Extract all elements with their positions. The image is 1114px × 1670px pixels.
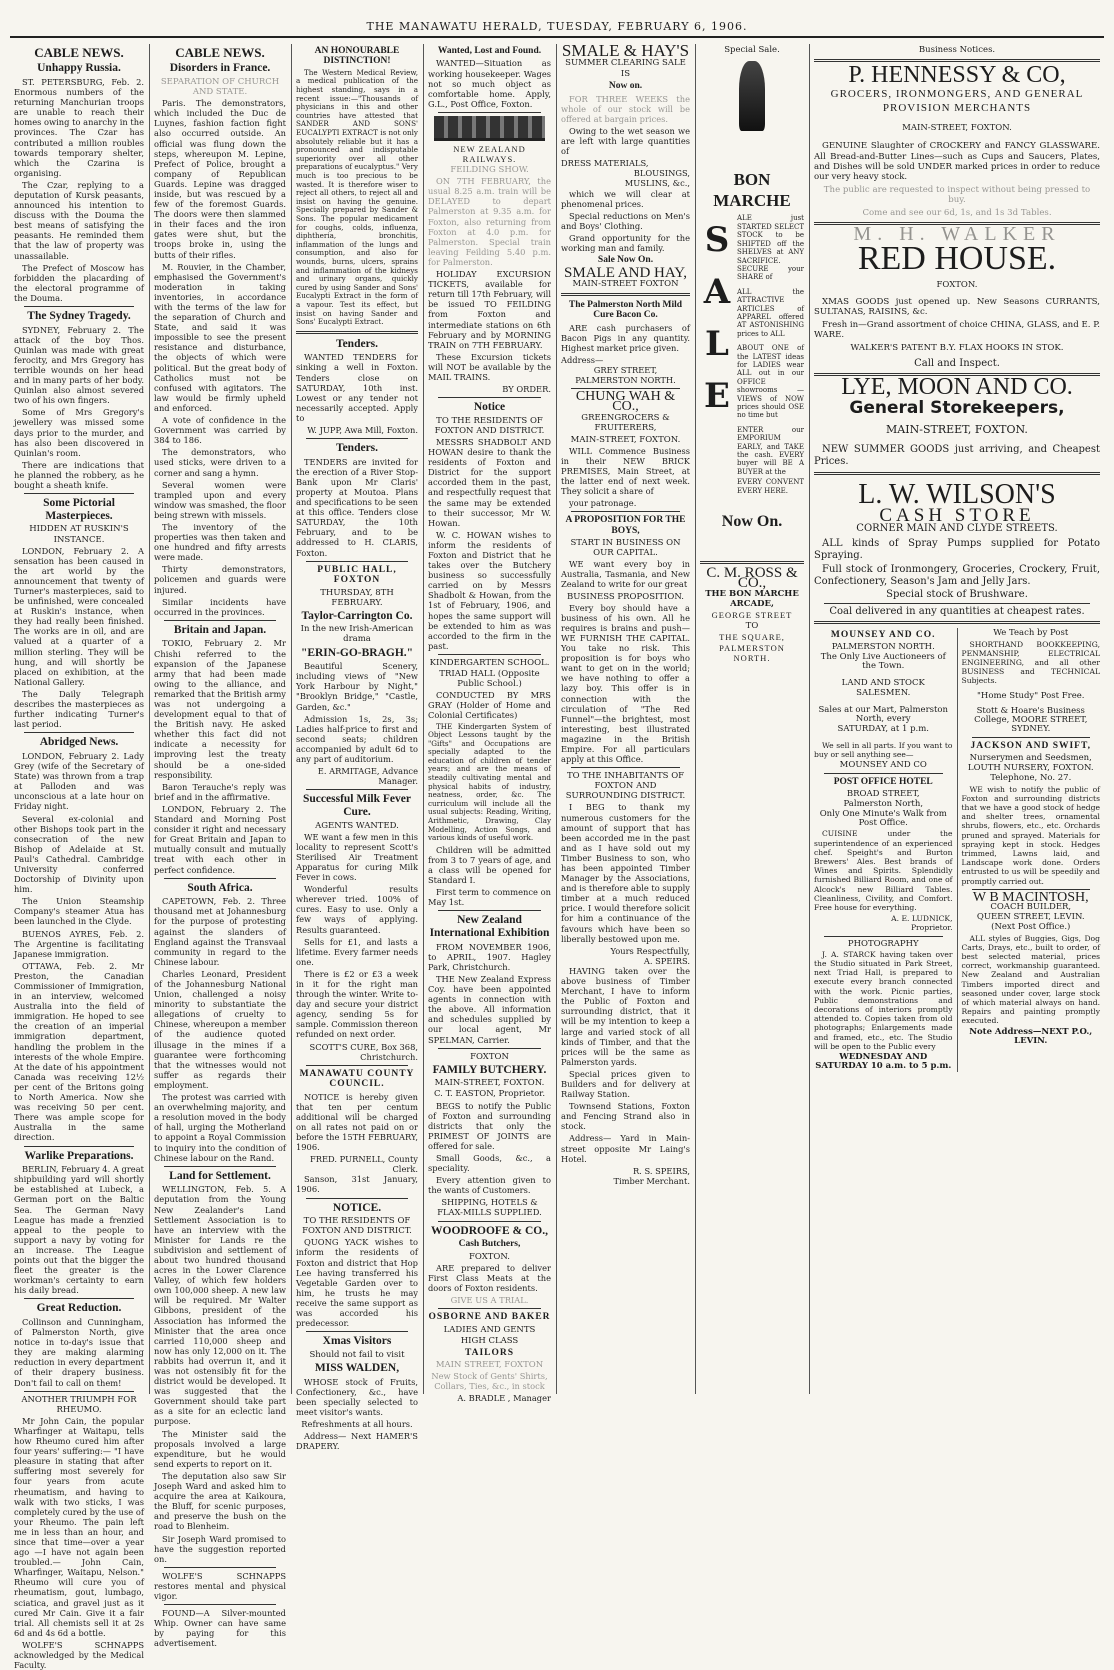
ad-subheading: FOXTON. bbox=[936, 280, 978, 291]
ad-paragraph: ENTER our EMPORIUM EARLY, and TAKE the cash. EVERY buyer will BE A BUYER at the bbox=[737, 425, 804, 476]
ad-heading: OSBORNE AND BAKER bbox=[428, 1312, 551, 1323]
ad-subheading: TO bbox=[745, 621, 759, 632]
divider bbox=[164, 1567, 276, 1568]
ad-heading: Now On. bbox=[721, 513, 783, 531]
ad-paragraph: Address— Next HAMER'S DRAPERY. bbox=[296, 1431, 418, 1452]
ad-paragraph: Refreshments at all hours. bbox=[301, 1418, 413, 1429]
column-4 bbox=[423, 44, 555, 1404]
article-paragraph: Paris. The demonstrators, which included the Duc de Luynes, fashion faction fight also occurred outside. An official was flung down the steps, whereupon M. Lepine, Prefect of Police, brought a company of Republican Guards. Lepine was dragged inside, but was rescued by a few of the foremost Guards. The doors were then slammed in their faces and the iron gates were shut, but the troops broke in, using the butts of their rifles. bbox=[154, 98, 286, 260]
article-paragraph: The Minister said the proposals involved a large expenditure, but he would send experts to report on it. bbox=[154, 1428, 286, 1469]
ad-subheading: WEDNESDAY AND SATURDAY 10 a.m. to 5 p.m. bbox=[815, 1052, 952, 1072]
ad-subheading: SUMMER CLEARING SALE bbox=[565, 58, 686, 69]
divider bbox=[700, 561, 804, 564]
divider bbox=[438, 910, 541, 911]
divider bbox=[438, 112, 541, 113]
article-paragraph: Sir Joseph Ward promised to have the suggestion reported on. bbox=[154, 1533, 286, 1564]
ad-subheading: PHOTOGRAPHY bbox=[847, 938, 919, 949]
ad-paragraph: ABOUT ONE of the LATEST ideas for LADIES wear ALL out in our OFFICE showrooms — VIEWS of NOW prices should OSE no time but bbox=[737, 344, 804, 420]
ad-paragraph: CONDUCTED BY MRS GRAY (Holder of Home and Colonial Certificates) bbox=[428, 690, 551, 721]
ad-signature: E. ARMITAGE, Advance Manager. bbox=[317, 766, 418, 787]
ad-subheading: LAND AND STOCK SALESMEN. bbox=[841, 678, 925, 698]
ad-paragraph: WE want every boy in Australia, Tasmania, and New Zealand to write for our great bbox=[561, 559, 690, 590]
ad-subheading: NEW ZEALAND RAILWAYS. bbox=[453, 143, 526, 164]
ad-heading: RED HOUSE. bbox=[857, 240, 1057, 278]
ad-heading: MISS WALDEN, bbox=[314, 1361, 400, 1374]
divider bbox=[438, 654, 541, 655]
ad-subheading: MAIN STREET, FOXTON bbox=[435, 1360, 544, 1371]
ad-paragraph: Admission 1s, 2s, 3s; Ladies half-price to first and second seats; children accompanied by adult 6d to any part of auditorium. bbox=[296, 713, 418, 765]
article-paragraph: CAPETOWN, Feb. 2. Three thousand met at Johannesburg for the purpose of protesting against the slanders of England against the Transvaal community in regard to the Chinese labour. bbox=[154, 896, 286, 967]
article-heading: Land for Settlement. bbox=[169, 1169, 271, 1182]
ad-subheading: Telephone, No. 27. bbox=[990, 773, 1072, 784]
ad-subheading: (Next Post Office.) bbox=[991, 922, 1071, 933]
ad-subheading: LOUTH NURSERY, FOXTON. bbox=[967, 763, 1094, 774]
section-heading: CABLE NEWS. bbox=[34, 45, 124, 60]
divider bbox=[24, 1146, 134, 1147]
ad-line: BLOUSINGS, bbox=[633, 168, 690, 179]
ad-heading: Sale Now On. bbox=[597, 255, 654, 266]
divider bbox=[24, 1391, 134, 1392]
ad-subheading: BROAD STREET, bbox=[846, 788, 920, 799]
article-paragraph: The inventory of the properties was then taken and one hundred and fifty arrests were made. bbox=[154, 521, 286, 563]
ad-paragraph: ARE prepared to deliver First Class Meats at the doors of Foxton residents. bbox=[428, 1262, 551, 1293]
ads-left bbox=[814, 628, 958, 1072]
ad-subheading: IS bbox=[620, 69, 631, 80]
ad-heading: NOTICE. bbox=[332, 1201, 382, 1214]
ad-heading: M. H. WALKER bbox=[853, 223, 1061, 246]
divider bbox=[164, 620, 276, 621]
ad-paragraph: NOTICE is hereby given that ten per centum additional will be charged on all rates not paid on or before the 15TH FEBRUARY, 1906. bbox=[296, 1091, 418, 1153]
ad-heading: Xmas Visitors bbox=[322, 1335, 392, 1348]
ad-paragraph: which we will clear at phenomenal prices. bbox=[561, 188, 690, 209]
ad-paragraph: J. A. STARCK having taken over the Studio situated in Park Street, next Triad Hall, is prepared to execute every branch connected with the work. Picnic parties, Public demonstrations and decorations of interiors promptly attended to. Copies taken from old photographs; Enlargements made and framed, etc., etc. The Studio will be open to the Public every bbox=[814, 949, 953, 1051]
ad-subheading: Nurserymen and Seedsmen, bbox=[969, 752, 1092, 763]
article-paragraph: Some of Mrs Gregory's jewellery was missed some days prior to the murder, and has also been discovered in Quinlan's room. bbox=[14, 407, 144, 458]
ad-line: MUSLINS, &c., bbox=[624, 178, 690, 189]
ad-subheading: SATURDAY, at 1 p.m. bbox=[837, 724, 929, 735]
ad-subheading: Special Sale. bbox=[724, 45, 780, 55]
ad-paragraph: Sanson, 31st January, 1906. bbox=[296, 1174, 418, 1195]
article-heading: Some Pictorial Masterpieces. bbox=[43, 497, 115, 522]
divider bbox=[24, 732, 134, 733]
locomotive-icon bbox=[434, 116, 545, 141]
masthead-rule bbox=[10, 36, 1104, 38]
ad-subheading: PALMERSTON NORTH. bbox=[719, 643, 785, 664]
article-paragraph: Similar incidents have occurred in the provinces. bbox=[154, 596, 286, 617]
ad-paragraph: THE Kindergarten System of Object Lessons taught by the "Gifts" and Occupations are specially adapted to the education of children of tender years; and are the means of steadily cultivating mental and physical habits of industry, neatness, order, &c. The curriculum will include all the usual subjects: Reading, Writing, Arithmetic, Drawing, Clay Modelling, Action Songs, and various kinds of useful work. bbox=[428, 721, 551, 843]
ad-subheading: PALMERSTON NORTH. bbox=[831, 641, 935, 652]
article-paragraph: Charles Leonard, President of the Johannesburg National Union, challenged a noisy minority to substantiate the allegations of cruelty to Chinese, whereupon a member of the audience quoted illusage in the mines if a guarantee were forthcoming that the witnesses would not suffer as regards their employment. bbox=[154, 968, 286, 1090]
article-paragraph: The Union Steamship Company's steamer Atua has been launched in the Clyde. bbox=[14, 896, 144, 927]
article-paragraph: Several women were trampled upon and every window was smashed, the floor being strewn with missels. bbox=[154, 479, 286, 520]
ad-paragraph: First term to commence on May 1st. bbox=[428, 887, 551, 908]
article-paragraph: OTTAWA, Feb. 2. Mr Preston, the Canadian Commissioner of Immigration, in an interview, welcomed Australia into the field of immigration. He hoped to see the creation of an imperial immigration department, handling the problem in the interests of the whole Empire. At the date of his appointment Canada was receiving 12½ per cent of the Britons going to North America. Now she was receiving 50 per cent. There was ample scope for Australia in the same direction. bbox=[14, 960, 144, 1143]
ad-signature: Timber Merchant. bbox=[613, 1175, 690, 1186]
ad-heading: New Zealand International Exhibition bbox=[429, 914, 550, 940]
ad-signature: W. JUPP, Awa Mill, Foxton. bbox=[307, 424, 418, 435]
ad-paragraph: NEW SUMMER GOODS just arriving, and Cheapest Prices. bbox=[814, 443, 1100, 467]
ad-paragraph: THE New Zealand Express Coy. have been appointed agents in connection with the above. All information and schedules supplied by our local agent, Mr SPELMAN, Carrier. bbox=[428, 973, 551, 1045]
ad-signature: FRED. PURNELL, County Clerk. bbox=[309, 1154, 418, 1175]
divider bbox=[164, 1604, 276, 1605]
article-paragraph: The deputation also saw Sir Joseph Ward and asked him to acquire the area at Kaikoura, the Bluff, for scenic purposes, and preserve the bush on the road to Blenheim. bbox=[154, 1470, 286, 1532]
ad-paragraph: HOLIDAY EXCURSION TICKETS, available for return till 17th February, will be issued TO FEILDING from Foxton and intermediate stations on 6th February and by MORNING TRAIN on 7TH FEBRUARY. bbox=[428, 269, 551, 350]
ad-paragraph: MESSRS SHADBOLT AND HOWAN desire to thank the residents of Foxton and District for the support accorded them in the past, and respectfully request that the same may be extended to their successor, Mr W. Howan. bbox=[428, 436, 551, 528]
ad-heading: MARCHE bbox=[713, 190, 791, 210]
ad-paragraph: Special stock of Brushware. bbox=[886, 588, 1028, 600]
ad-heading: P. HENNESSY & CO, bbox=[848, 62, 1066, 89]
ad-paragraph: GIVE US A TRIAL. bbox=[450, 1295, 529, 1306]
acrostic-letters: S A L E bbox=[703, 220, 731, 417]
ad-paragraph: GENUINE Slaughter of CROCKERY and FANCY GLASSWARE. All Bread-and-Butter Lines—such as Cups and Saucers, Plates, and Dishes will be sold UNDER marked prices in order to reduce our very heavy stock. bbox=[814, 141, 1100, 183]
ad-subheading: Palmerston North, bbox=[843, 798, 924, 809]
article-heading: Disorders in France. bbox=[169, 62, 271, 75]
ad-paragraph: Townsend Stations, Foxton and Fencing Strand also in stock. bbox=[561, 1101, 690, 1132]
column-6 bbox=[695, 44, 808, 1394]
divider bbox=[306, 561, 408, 562]
ad-heading: SMALE & HAY'S bbox=[561, 41, 690, 60]
divider bbox=[438, 1221, 541, 1222]
ad-subheading: HIGH CLASS bbox=[460, 1335, 519, 1346]
ad-paragraph: Wonderful results wherever tried. 100% of cures. Easy to use. Only a few ways of applying. Results guaranteed. bbox=[296, 884, 418, 935]
column-2 bbox=[149, 44, 290, 1649]
article-heading: Warlike Preparations. bbox=[24, 1149, 134, 1162]
ad-subheading: TRIAD HALL (Opposite Public School.) bbox=[439, 669, 540, 690]
ad-heading: Wanted, Lost and Found. bbox=[437, 46, 542, 56]
ad-paragraph: Beautiful Scenery, including views of "New York Harbour by Night," "Brooklyn Bridge," "Castle, Garden, &c." bbox=[296, 661, 418, 712]
ad-signature: Yours Respectfully, bbox=[610, 945, 690, 956]
ad-line: GREY STREET, bbox=[593, 365, 658, 375]
divider bbox=[438, 397, 541, 398]
ad-paragraph: Every attention given to the wants of Customers. bbox=[428, 1175, 551, 1196]
ad-subheading: C. T. EASTON, Proprietor. bbox=[433, 1089, 546, 1100]
article-heading: Great Reduction. bbox=[36, 1302, 122, 1315]
ad-paragraph: WE wish to notify the public of Foxton and surrounding districts that we have a good stock of hedge and shelter trees, ornamental shrubs, flowers, etc., etc. Orchards pruned and sprayed. Materials for spraying kept in stock. Hedges trimmed, Lawns laid, and Landscape work done. Orders entrusted to us will be speedily and promptly carried out. bbox=[961, 784, 1100, 886]
ad-subheading: GROCERS, IRONMONGERS, AND GENERAL PROVISION MERCHANTS bbox=[830, 87, 1084, 114]
ad-paragraph: Sells for £1, and lasts a lifetime. Every farmer needs one. bbox=[296, 936, 418, 967]
ad-heading: JACKSON AND SWIFT, bbox=[970, 741, 1091, 752]
ad-heading: A PROPOSITION FOR THE BOYS, bbox=[565, 515, 686, 536]
acrostic-text bbox=[737, 214, 804, 497]
ad-paragraph: QUONG YACK wishes to inform the residents of Foxton and district that Hop Lee having transferred his Vegetable Garden over to him, he trusts he may receive the same support as was accorded his predecessor. bbox=[296, 1237, 418, 1329]
divider bbox=[164, 1166, 276, 1167]
ad-paragraph: WALKER'S PATENT B.Y. FLAX HOOKS IN STOK. bbox=[850, 342, 1064, 353]
ad-heading: "ERIN-GO-BRAGH." bbox=[300, 646, 414, 659]
ads-right bbox=[962, 628, 1101, 1072]
ad-heading: Notice bbox=[473, 401, 506, 414]
ad-subheading: Only One Minute's Walk from Post Office. bbox=[819, 808, 947, 829]
ad-subheading: MAIN-STREET, FOXTON. bbox=[570, 434, 681, 445]
article-paragraph: LONDON, February 2. The Standard and Morning Post consider it right and necessary for Great Britain and Japan to mutually consult and mutually treat with each other in perfect confidence. bbox=[154, 803, 286, 875]
article-paragraph: The Daily Telegraph describes the masterpieces as further indicating Turner's last period. bbox=[14, 688, 144, 730]
ad-subheading: Sales at our Mart, Palmerston North, every bbox=[818, 704, 949, 725]
article-paragraph: SYDNEY, February 2. The attack of the boy Thos. Quinlan was made with great ferocity, and Mrs Gregory has terrible wounds on her head and in many parts of her body. Quinlan also almost severed two of his own fingers. bbox=[14, 324, 144, 406]
divider bbox=[571, 767, 680, 768]
divider bbox=[306, 438, 408, 439]
ad-subheading: BUSINESS PROPOSITION. bbox=[567, 591, 684, 602]
ad-paragraph: Address— Yard in Main-street opposite Mr Laing's Hotel. bbox=[561, 1133, 690, 1164]
divider bbox=[24, 306, 134, 307]
ad-paragraph: XMAS GOODS just opened up. New Seasons CURRANTS, SULTANAS, RAISINS, &c. bbox=[814, 296, 1100, 318]
ad-paragraph: Fresh in—Grand assortment of choice CHINA, GLASS, and E. P. WARE. bbox=[814, 319, 1100, 341]
ad-paragraph: ALL the ATTRACTIVE ARTICLES of APPAREL offered AT ASTONISHING prices to ALL bbox=[737, 287, 804, 338]
ad-heading: TAILORS bbox=[464, 1347, 515, 1358]
ad-paragraph: SHIPPING, HOTELS & FLAX-MILLS SUPPLIED. bbox=[437, 1197, 542, 1218]
divider bbox=[306, 1198, 408, 1199]
ad-subheading: AGENTS WANTED. bbox=[315, 820, 399, 831]
article-heading: Abridged News. bbox=[39, 736, 119, 749]
ad-line: Address— bbox=[561, 354, 604, 365]
ad-subheading: THURSDAY, 8TH FEBRUARY. bbox=[320, 587, 394, 608]
ad-subheading: GEORGE STREET bbox=[711, 610, 793, 621]
divider bbox=[824, 773, 943, 774]
ad-paragraph: Grand opportunity for the working man and family. bbox=[561, 232, 690, 254]
article-paragraph: Baron Terauche's reply was brief and in the affirmative. bbox=[154, 781, 286, 802]
ad-heading: SMALE AND HAY, bbox=[564, 264, 687, 281]
article-paragraph: A vote of confidence in the Government was carried by 384 to 186. bbox=[154, 415, 286, 446]
ad-paragraph: We sell in all parts. If you want to buy or sell anything see— bbox=[814, 740, 953, 759]
ad-heading: C. M. ROSS & CO., bbox=[706, 564, 798, 591]
ad-subheading: Note Address—NEXT P.O., LEVIN. bbox=[969, 1026, 1093, 1046]
article-paragraph: ST. PETERSBURG, Feb. 2. Enormous numbers of the returning Manchurian troops are unable to reach their homes owing to anarchy in the provinces. The Czar has contributed a million roubles towards temporary shelter, which the Czarina is organising. bbox=[14, 76, 144, 178]
article-paragraph: The demonstrators, who used sticks, were driven to a corner and sang a hymn. bbox=[154, 447, 286, 478]
divider bbox=[814, 472, 1100, 475]
ad-subheading: "Home Study" Post Free. bbox=[977, 690, 1085, 701]
article-paragraph: M. Rouvier, in the Chamber, emphasised the Government's moderation in taking inventories, in accordance with the terms of the law for the separation of Church and State, and said it was impossible to see the present resistance and disturbance, the objects of which were political. But the great body of Catholics must not be confused with agitators. The law would be firmly upheld and enforced. bbox=[154, 261, 286, 413]
ad-subheading: LADIES AND GENTS bbox=[443, 1324, 536, 1335]
ad-heading: WOODROOFE & CO., bbox=[431, 1224, 548, 1237]
ad-paragraph: Full stock of Ironmongery, Groceries, Crockery, Fruit, Confectionery, Season's Jam and Jelly Jars. bbox=[814, 563, 1100, 587]
section-heading: Business Notices. bbox=[918, 45, 996, 55]
divider bbox=[972, 737, 1091, 738]
article-heading: The Sydney Tragedy. bbox=[27, 310, 131, 322]
ad-subheading: MAIN-STREET, FOXTON. bbox=[434, 1078, 545, 1089]
ad-subheading: We Teach by Post bbox=[993, 628, 1069, 639]
ad-paragraph: W. C. HOWAN wishes to inform the residents of Foxton and District that he takes over the Butchery business so successfully carried on by Messrs Shadbolt & Howan, from the 1st of February, 1906, and hopes the same support will be extended to him as was accorded to the firm in the past. bbox=[428, 529, 551, 651]
ad-paragraph: FOR THREE WEEKS the whole of our stock will be offered at bargain prices. bbox=[561, 93, 690, 124]
ad-paragraph: ON 7TH FEBRUARY, the usual 8.25 a.m. train will be DELAYED to depart Palmerston at 9.35 a.m. for Foxton, also returning from Foxton at 4.0 p.m. for Palmerston. Special train leaving Feilding 5.40 p.m. for Palmerston. bbox=[428, 176, 551, 267]
divider bbox=[164, 878, 276, 879]
ad-line: DRESS MATERIALS, bbox=[561, 158, 649, 169]
ad-paragraph: your patronage. bbox=[569, 498, 637, 509]
article-paragraph: The protest was carried with an overwhelming majority, and a resolution moved in the body of hall, urging the Motherland to appoint a Royal Commission to inquiry into the condition of Chinese labour on the Rand. bbox=[154, 1092, 286, 1163]
pointing-hand-icon bbox=[739, 61, 765, 131]
ad-subheading: TO THE INHABITANTS OF FOXTON AND SURROUNDING DISTRICT. bbox=[565, 771, 686, 802]
ad-paragraph: These Excursion tickets will NOT be available by the MAIL TRAINS. bbox=[428, 351, 551, 382]
ad-heading: AN HONOURABLE DISTINCTION! bbox=[314, 46, 400, 67]
ad-paragraph: WE want a few men in this locality to represent Scott's Sterilised Air Treatment Apparatus for curing Milk Fever in cows. bbox=[296, 831, 418, 883]
ad-paragraph: Small Goods, &c., a speciality. bbox=[428, 1153, 551, 1174]
ad-line: PALMERSTON NORTH. bbox=[575, 375, 676, 386]
ad-signature: A. SPEIRS. bbox=[643, 955, 690, 966]
ad-heading: BON bbox=[733, 170, 771, 190]
ad-paragraph: New Stock of Gents' Shirts, Collars, Ties, &c., in stock bbox=[431, 1371, 548, 1392]
ad-signature: A. BRADLE , Manager bbox=[457, 1393, 551, 1404]
sale-acrostic bbox=[700, 214, 804, 497]
ad-paragraph: Coal delivered in any quantities at cheapest rates. bbox=[829, 606, 1085, 618]
notice-paragraph: WOLFE'S SCHNAPPS restores mental and physical vigor. bbox=[154, 1570, 286, 1601]
ad-signature: R. S. SPEIRS, bbox=[632, 1165, 690, 1176]
ad-heading: L. W. WILSON'S bbox=[858, 478, 1056, 510]
divider bbox=[824, 603, 1090, 604]
notice-paragraph: FOUND—A Silver-mounted Whip. Owner can have same by paying for this advertisement. bbox=[154, 1608, 286, 1649]
ad-subheading: In the new Irish-American drama bbox=[300, 624, 414, 645]
divider bbox=[571, 511, 680, 512]
ad-heading: Successful Milk Fever Cure. bbox=[303, 793, 411, 818]
ad-subheading: FOXTON bbox=[470, 1051, 509, 1062]
ad-paragraph: I BEG to thank my numerous customers for the amount of support that has been accorded me in the past and as I have sold out my Timber Business to son, who has been appointed Timber Manager by the Associations, and is therefore able to supply timber at a much reduced price. I would therefore solicit for him a continuance of the favours which have been so liberally bestowed upon me. bbox=[561, 802, 690, 944]
section-heading: CABLE NEWS. bbox=[175, 45, 265, 60]
ad-heading: PUBLIC HALL, FOXTON bbox=[317, 564, 397, 586]
ad-subheading: COACH BUILDER, bbox=[990, 901, 1072, 912]
divider bbox=[24, 493, 134, 494]
ad-heading: FAMILY BUTCHERY. bbox=[432, 1063, 547, 1076]
divider bbox=[561, 293, 690, 296]
ad-paragraph: CUISINE under the superintendence of an experienced chef. Speight's and Burton Brewers' Ales. Best brands of Wines and Spirits. Splendidly furnished Billiard Room, and one of Alcock's new Billiard Tables. Cleanliness, Civility, and Comfort. Free house for everything. bbox=[814, 829, 953, 912]
ad-paragraph: Come and see our 6d, 1s, and 1s 3d Tables. bbox=[862, 207, 1052, 218]
ad-subheading: CORNER MAIN AND CLYDE STREETS. bbox=[856, 523, 1058, 535]
ad-paragraph: The Western Medical Review, a medical publication of the highest standing, says in a recent issue:—"Thousands of physicians in this and other countries have attested that SANDER AND SONS' EUCALYPTI EXTRACT is not only absolutely reliable but it has a pronounced and indisputable superiority over all other preparations of eucalyptus." Very much is too precious to be wasted. It is therefore wiser to reject all others, to reject all and insist on having the genuine. Specially prepared by Sander & Sons. The popular medicament for coughs, colds, influenza, diphtheria, bronchitis, inflammation of the lungs and consumption, and also for wounds, burns, ulcers, sprains and inflammation of the kidneys and urinary organs, quickly cured by using Sander and Sons' Eucalypti Extract in the form of a vapour. Test its effect, but insist on having Sander and Sons' Eucalypti Extract. bbox=[296, 67, 418, 327]
ad-paragraph: Every boy should have a business of his own. All he requires is brains and push—WE FURNISH THE CAPITAL. You take no risk. This proposition is for boys who want to get on in the world; we have nothing to offer a lazy boy. This offer is in connection with the circulation of "The Red Funnel"—the brightest, most interesting, best illustrated magazine in the British Empire. For all particulars apply at this Office. bbox=[561, 602, 690, 765]
ad-paragraph: SHORTHAND BOOKKEEPING, PENMANSHIP, ELECTRICAL ENGINEERING, and all other BUSINESS and TECHNICAL Subjects. bbox=[961, 639, 1100, 686]
ad-paragraph: ALL styles of Buggies, Gigs, Dog Carts, Drays, etc., built to order, of best selected material, prices correct, workmanship guaranteed. New Zealand and Australian Timbers imported direct and seasoned under cover, large stock of which material always on hand. Repairs and painting promptly executed. bbox=[961, 933, 1100, 1026]
column-7 bbox=[809, 44, 1104, 1394]
ad-signature: Proprietor. bbox=[910, 923, 953, 933]
ad-paragraph: WILL Commence Business in their NEW BRICK PREMISES, Main Street, at the latter end of next week. They solicit a share of bbox=[561, 445, 690, 497]
article-paragraph: Collinson and Cunningham, of Palmerston North, give notice in to-day's issue that they are making alarming reduction in every department of their drapery business. Don't fail to call on them! bbox=[14, 1317, 144, 1388]
article-paragraph: Thirty demonstrators, policemen and guards were injured. bbox=[154, 564, 286, 595]
article-paragraph: TOKIO, February 2. Mr Chishi referred to the expansion of the Japanese army that had been made owing to the alliance, and remarked that the British army was not undergoing a development equal to that of the British navy. He asked whether this fact did not indicate a necessity for improving lest the treaty should be a one-sided responsibility. bbox=[154, 638, 286, 780]
column-3 bbox=[291, 44, 422, 1452]
article-paragraph: BERLIN, February 4. A great shipbuilding yard will shortly be established at Lubeck, a German port on the Baltic Sea. The German Navy League has made a frenzied appeal to the people to support a navy by voting for an increase. The League points out that the bigger the fleet the greater is the workman's certainty to earn his daily bread. bbox=[14, 1164, 144, 1296]
ad-paragraph: ALL kinds of Spray Pumps supplied for Potato Spraying. bbox=[814, 537, 1100, 561]
ad-subheading: THE BON MARCHE ARCADE, bbox=[705, 588, 799, 609]
ad-heading: LYE, MOON AND CO. bbox=[841, 374, 1073, 401]
ad-subheading: The Only Live Auctioneers of the Town. bbox=[820, 652, 946, 672]
article-paragraph: WOLFE'S SCHNAPPS acknowledged by the Medical Faculty. bbox=[14, 1639, 144, 1670]
ad-heading: POST OFFICE HOTEL bbox=[833, 777, 933, 788]
divider bbox=[438, 1048, 541, 1049]
ad-paragraph: WANTED—Situation as working housekeeper. Wages not so much object as comfortable home. Apply, G.L., Post Office, Foxton. bbox=[428, 58, 551, 109]
ad-heading: Tenders. bbox=[335, 337, 379, 350]
ad-paragraph: TENDERS are invited for the erection of a River Stop-Bank upon Mr Claris' property at Moutoa. Plans and specifications to be seen at this office. Tenders close SATURDAY, the 10th February, and to be addressed to H. CLARIS, Foxton. bbox=[296, 456, 418, 558]
article-paragraph: LONDON, February 2. Lady Grey (wife of the Secretary of State) was thrown from a trap at Palloden and was unconscious at a late hour on Friday night. bbox=[14, 750, 144, 812]
ad-subheading: Should not fail to visit bbox=[309, 1349, 405, 1360]
masthead-title: THE MANAWATU HERALD, TUESDAY, FEBRUARY 6, 1906. bbox=[366, 20, 748, 33]
ad-subheading: GREENGROCERS & FRUITERERS, bbox=[581, 413, 670, 434]
two-column-ads bbox=[814, 628, 1100, 1072]
ad-paragraph: FROM NOVEMBER 1906, to APRIL, 1907. Hagley Park, Christchurch. bbox=[428, 941, 551, 972]
ad-paragraph: BEGS to notify the Public of Foxton and surrounding districts that only the PRIMEST OF JOINTS are offered for sale. bbox=[428, 1100, 551, 1151]
column-5 bbox=[556, 41, 694, 1394]
article-paragraph: LONDON, February 2. A sensation has been caused in the art world by the announcement that twenty of Turner's masterpieces, said to be unfinished, were concealed at Ruskin's instance, when they had really been finished. The works are in oil, and are valued at a quarter of a million sterling. They will be hung, and will shortly be placed on exhibition, at the National Gallery. bbox=[14, 545, 144, 687]
divider bbox=[296, 331, 418, 334]
divider bbox=[814, 621, 1100, 624]
ad-heading: Cash Butchers, bbox=[458, 1239, 521, 1250]
divider bbox=[306, 1065, 408, 1066]
article-paragraph: The Czar, replying to a deputation of Kursk peasants, announced his intention to discuss with the Douma the best means of satisfying the peasants. He reminded them that the law of property was unassailable. bbox=[14, 179, 144, 261]
article-paragraph: Mr John Cain, the popular Wharfinger at Waitapu, tells how Rheumo cured him after four years' suffering:— "I have pleasure in stating that after suffering most severely for four years from acute rheumatism, and having to walk with two sticks, I was completely cured by the use of your Rheumo. The pain left me in less than an hour, and since that time—over a year ago —I have not again been troubled.— John Cain, Wharfinger, Waitapu, Nelson." Rheumo will cure you of rheumatism, gout, lumbago, sciatica, and gravel just as it cured Mr Cain. Give it a fair trial. All chemists sell it at 2s 6d and 4s 6d a bottle. bbox=[14, 1415, 144, 1638]
ad-heading: Tenders. bbox=[335, 442, 379, 455]
article-paragraph: Several ex-colonial and other Bishops took part in the consecration of the new Bishop of Adelaide at St. Paul's Cathedral. Cambridge University conferred Doctorship of Divinity upon him. bbox=[14, 813, 144, 895]
ad-paragraph: Special reductions on Men's and Boys' Clothing. bbox=[561, 210, 690, 231]
masthead bbox=[0, 0, 1114, 40]
ad-subheading: FOXTON. bbox=[468, 1251, 510, 1262]
article-paragraph: WELLINGTON, Feb. 5. A deputation from the Young New Zealander's Land Settlement Association is to have an interview with the Minister for Lands re the subdivision and settlement of about two hundred thousand acres in the Lower Clarence Valley, of which few holders own 100,000 sheep. A new law will be required. Mr Walter Gibbons, president of the Association has informed the Minister that the area once carried 110,000 sheep and now has only 12,000 on it. The rabbits had overrun it, and it was not ostensibly fit for the district would be developed. It was suggested that the Government should take part as a site for an eclectic land purpose. bbox=[154, 1184, 286, 1427]
ad-paragraph: Special prices given to Builders and for delivery at Railway Station. bbox=[561, 1068, 690, 1100]
article-subheading: HIDDEN AT RUSKIN'S INSTANCE. bbox=[29, 524, 129, 545]
ad-paragraph: There is £2 or £3 a week in it for the right man through the winter. Write to-day and secure your district agency, sending 5s for sample. Commission thereon refunded on next order. bbox=[296, 968, 418, 1040]
ad-subheading: MAIN-STREET, FOXTON. bbox=[886, 423, 1028, 437]
ad-subheading: TO THE RESIDENTS OF FOXTON AND DISTRICT. bbox=[434, 415, 545, 436]
article-heading: Unhappy Russia. bbox=[37, 62, 121, 75]
ad-heading: W B MACINTOSH, bbox=[972, 889, 1089, 905]
ad-heading: Taylor-Carrington Co. bbox=[301, 609, 413, 622]
divider bbox=[306, 789, 408, 790]
ad-paragraph: Call and Inspect. bbox=[914, 357, 1000, 369]
ad-subheading: KINDERGARTEN SCHOOL. bbox=[429, 657, 550, 668]
article-subheading: SEPARATION OF CHURCH AND STATE. bbox=[160, 76, 280, 98]
ad-heading: General Storekeepers, bbox=[849, 397, 1065, 418]
ad-subheading: MAIN-STREET FOXTON bbox=[572, 278, 679, 289]
divider bbox=[24, 1298, 134, 1299]
ad-subheading: START IN BUSINESS ON OUR CAPITAL. bbox=[570, 538, 681, 559]
ad-heading: MANAWATU COUNTY COUNCIL. bbox=[299, 1068, 415, 1090]
ad-subheading: FEILDING SHOW. bbox=[450, 165, 529, 176]
ad-signature: A. E. LUDNICK, bbox=[891, 914, 953, 924]
ad-paragraph: WHOSE stock of Fruits, Confectionery, &c., have been specially selected to meet visitor's wants. bbox=[296, 1376, 418, 1417]
ad-paragraph: EVERY CONVENT EVERY HERE. bbox=[737, 478, 804, 495]
article-subheading: ANOTHER TRIUMPH FOR RHEUMO. bbox=[21, 1394, 137, 1415]
ad-paragraph: WANTED TENDERS for sinking a well in Foxton. Tenders close on SATURDAY, 10th inst. Lowest or any tender not necessarily accepted. Apply to bbox=[296, 352, 418, 423]
ad-subheading: Stott & Hoare's Business College, MOORE STREET, SYDNEY. bbox=[974, 705, 1088, 735]
article-paragraph: There are indications that he planned the robbery, as he bought a sheath knife. bbox=[14, 459, 144, 491]
ad-heading: CHUNG WAH & CO., bbox=[575, 389, 676, 415]
column-1 bbox=[10, 44, 148, 1670]
ad-signature: SCOTT'S CURE, Box 368, Christchurch. bbox=[309, 1041, 418, 1062]
ad-paragraph: The public are requested to inspect without being pressed to buy. bbox=[823, 184, 1091, 206]
ad-paragraph: ALE just STARTED SELECT STOCK to be SHIFTED off the SHELVES at ANY SACRIFICE. SECURE your SHARE of bbox=[737, 214, 804, 282]
ad-heading: MOUNSEY AND CO. bbox=[830, 630, 936, 641]
ad-heading: CASH STORE bbox=[879, 504, 1035, 526]
ad-heading: The Palmerston North Mild Cure Bacon Co. bbox=[568, 299, 683, 321]
article-heading: South Africa. bbox=[187, 881, 253, 894]
divider bbox=[824, 936, 943, 937]
ad-subheading: MAIN-STREET, FOXTON. bbox=[902, 122, 1012, 133]
ad-subheading: MOUNSEY AND CO bbox=[839, 759, 927, 770]
ad-signature: BY ORDER. bbox=[502, 384, 551, 395]
ad-paragraph: Children will be admitted from 3 to 7 years of age, and a class will be opened for Standard I. bbox=[428, 844, 551, 886]
ad-subheading: TO THE RESIDENTS OF FOXTON AND DISTRICT. bbox=[302, 1216, 412, 1237]
ad-heading: Now on. bbox=[608, 81, 643, 92]
article-paragraph: BUENOS AYRES, Feb. 2. The Argentine is facilitating Japanese immigration. bbox=[14, 928, 144, 959]
article-heading: Britain and Japan. bbox=[173, 623, 267, 636]
ad-subheading: QUEEN STREET, LEVIN. bbox=[976, 912, 1085, 923]
divider bbox=[438, 1308, 541, 1309]
ad-paragraph: Owing to the wet season we are left with large quantities of bbox=[561, 126, 690, 157]
article-paragraph: The Prefect of Moscow has forbidden the placarding of the electoral programme of the Douma. bbox=[14, 262, 144, 303]
ad-paragraph: HAVING taken over the above business of Timber Merchant, I have to inform the Public of Foxton and surrounding district, that it will be my intention to keep a large and varied stock of all kinds of Timber, and that the prices will be the same as Palmerston yards. bbox=[561, 965, 690, 1067]
ad-subheading: THE SQUARE, bbox=[719, 632, 785, 643]
divider bbox=[306, 1331, 408, 1332]
ad-paragraph: ARE cash purchasers of Bacon Pigs in any quantity. Highest market price given. bbox=[561, 322, 690, 353]
